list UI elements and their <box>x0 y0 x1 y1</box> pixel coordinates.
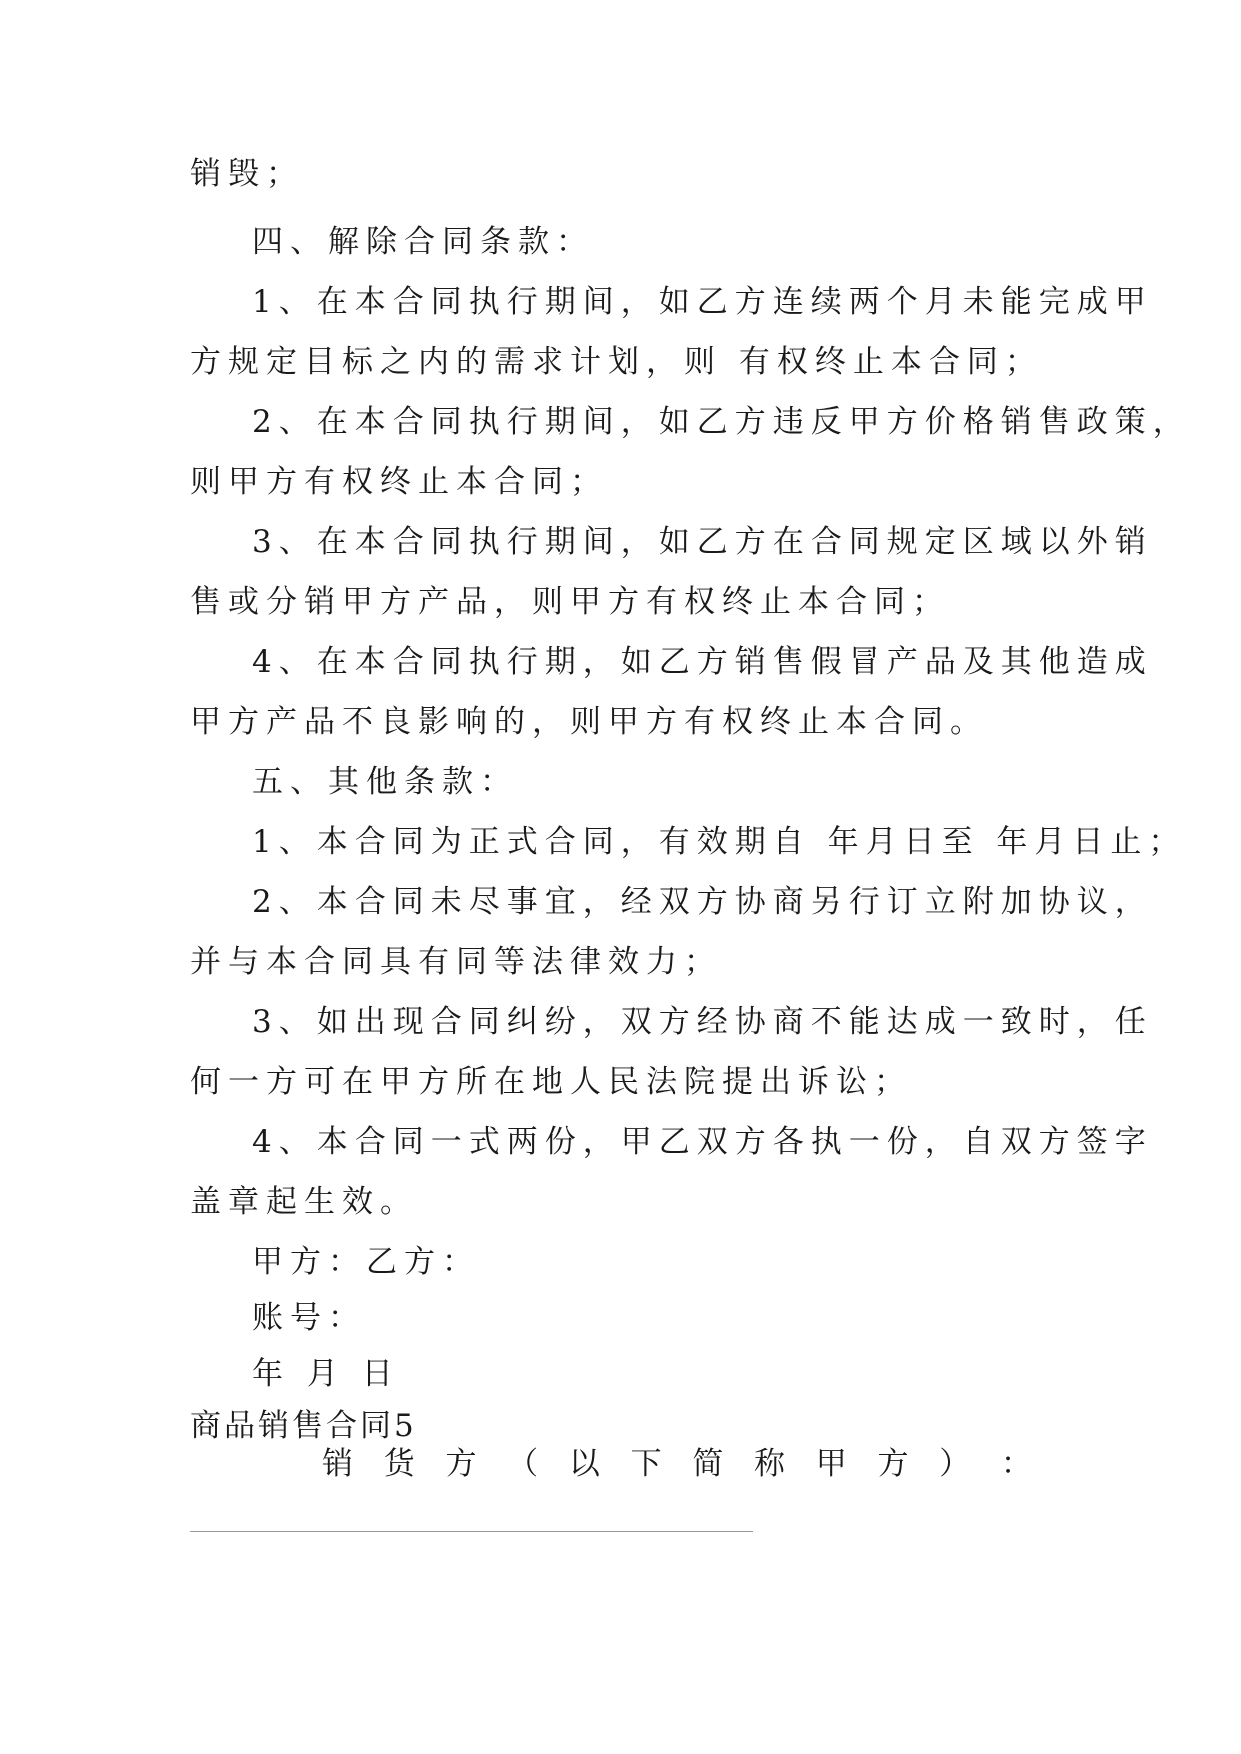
clause-line: 3、如出现合同纠纷，双方经协商不能达成一致时，任 <box>252 1004 1153 1040</box>
seller-char: 方 <box>877 1446 909 1482</box>
clause-line: 3、在本合同执行期间，如乙方在合同规定区域以外销 <box>252 524 1153 560</box>
text-line: 何一方可在甲方所在地人民法院提出诉讼； <box>190 1064 912 1100</box>
text-line: 并与本合同具有同等法律效力； <box>190 944 722 980</box>
text-line: 方规定目标之内的需求计划，则 有权终止本合同； <box>190 344 1043 380</box>
seller-char: 销 <box>322 1446 353 1482</box>
section-heading: 五、其他条款： <box>252 764 518 800</box>
seller-char: （ <box>507 1446 539 1482</box>
text-line: 甲方产品不良影响的，则甲方有权终止本合同。 <box>190 704 988 740</box>
clause-line: 2、在本合同执行期间，如乙方违反甲方价格销售政策， <box>252 404 1191 440</box>
clause-line: 4、在本合同执行期，如乙方销售假冒产品及其他造成 <box>252 644 1153 680</box>
seller-char: 称 <box>754 1446 786 1482</box>
seller-char: 简 <box>692 1446 724 1482</box>
clause-line: 4、本合同一式两份，甲乙双方各执一份，自双方签字 <box>252 1124 1153 1160</box>
text-line: 盖章起生效。 <box>190 1184 418 1220</box>
section-heading: 四、解除合同条款： <box>252 224 594 260</box>
text-line: 售或分销甲方产品，则甲方有权终止本合同； <box>190 584 950 620</box>
seller-char: 货 <box>383 1446 415 1482</box>
clause-line: 2、本合同未尽事宜，经双方协商另行订立附加协议， <box>252 884 1153 920</box>
date-line: 年 月 日 <box>252 1356 400 1392</box>
clause-line: 1、在本合同执行期间，如乙方连续两个月未能完成甲 <box>252 284 1153 320</box>
text-line: 则甲方有权终止本合同； <box>190 464 608 500</box>
seller-char: 下 <box>630 1446 662 1482</box>
seller-char: 方 <box>445 1446 477 1482</box>
clause-line: 1、本合同为正式合同，有效期自 年月日至 年月日止； <box>252 824 1187 860</box>
signature-parties: 甲方：乙方： <box>252 1244 480 1280</box>
document-title: 商品销售合同5 <box>190 1408 417 1444</box>
seller-char: 甲 <box>815 1446 847 1482</box>
blank-fill-line <box>190 1531 753 1532</box>
seller-char: ： <box>1000 1446 1032 1482</box>
text-line: 销毁； <box>190 156 304 192</box>
seller-line <box>322 1442 1032 1486</box>
account-label: 账号： <box>252 1300 366 1336</box>
seller-char: 以 <box>568 1446 600 1482</box>
seller-char: ） <box>939 1446 971 1482</box>
